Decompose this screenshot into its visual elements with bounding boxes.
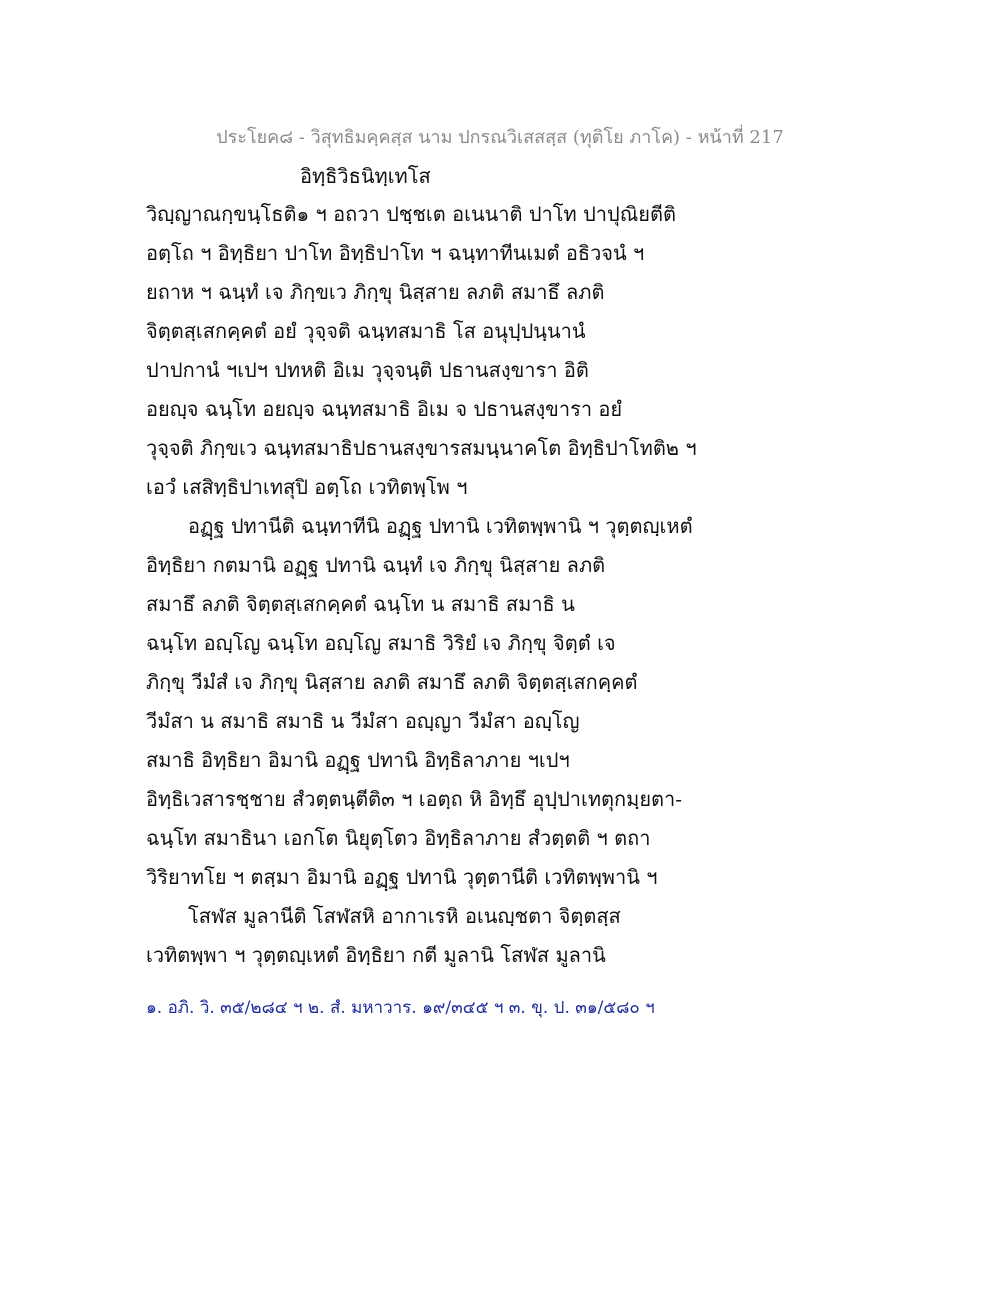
text-line: วิญฺญาณกฺขนฺโธติ๑ ฯ อถวา ปชฺชเต อเนนาติ ปาโท ปาปุณิยตีติ [146,202,676,226]
text-line: อยญฺจ ฉนฺโท อยญฺจ ฉนฺทสมาธิ อิเม จ ปธานสงฺขารา อยํ [146,397,623,421]
text-line: ฉนฺโท อญฺโญ ฉนฺโท อญฺโญ สมาธิ วิริยํ เจ ภิกฺขุ จิตฺตํ เจ [146,631,616,655]
text-line: ฉนฺโท สมาธินา เอกโต นิยุตฺโตว อิทฺธิลาภาย สํวตฺตติ ฯ ตถา [146,826,651,850]
text-line: ปาปกานํ ฯเปฯ ปทหติ อิเม วุจฺจนฺติ ปธานสงฺขารา อิติ [146,358,589,382]
text-line: วุจฺจติ ภิกฺขเว ฉนฺทสมาธิปธานสงฺขารสมนฺนาคโต อิทฺธิปาโทติ๒ ฯ [146,436,697,460]
text-line: วีมํสา น สมาธิ สมาธิ น วีมํสา อญฺญา วีมํสา อญฺโญ [146,709,580,733]
text-line: ภิกฺขุ วีมํสํ เจ ภิกฺขุ นิสฺสาย ลภติ สมาธึ ลภติ จิตฺตสฺเสกคฺคตํ [146,670,638,694]
text-line: จิตฺตสฺเสกคฺคตํ อยํ วุจฺจติ ฉนฺทสมาธิ โส อนุปฺปนฺนานํ [146,319,586,343]
text-line: อิทฺธิเวสารชฺชาย สํวตฺตนฺตีติ๓ ฯ เอตฺถ หิ อิทฺธึ อุปฺปาเทตุกมฺยตา- [146,787,683,811]
text-line: อฏฺฐ ปทานีติ ฉนฺทาทีนิ อฏฺฐ ปทานิ เวทิตพฺพานิ ฯ วุตฺตญฺเหตํ [188,514,693,538]
text-line: อิทฺธิยา กตมานิ อฏฺฐ ปทานิ ฉนฺทํ เจ ภิกฺขุ นิสฺสาย ลภติ [146,553,606,577]
text-line: โสฬส มูลานีติ โสฬสหิ อากาเรหิ อเนญฺชตา จิตฺตสฺส [188,904,621,928]
page-header: ประโยค๘ - วิสุทธิมคฺคสฺส นาม ปกรณวิเสสสฺส (ทุติโย ภาโค) - หน้าที่ 217 [216,127,784,148]
text-line: สมาธิ อิทฺธิยา อิมานิ อฏฺฐ ปทานิ อิทฺธิลาภาย ฯเปฯ [146,748,570,772]
footnote: ๑. อภิ. วิ. ๓๕/๒๘๔ ฯ ๒. สํ. มหาวาร. ๑๙/๓๔๕ ฯ ๓. ขุ. ป. ๓๑/๕๘๐ ฯ [146,998,655,1018]
text-line: อตฺโถ ฯ อิทฺธิยา ปาโท อิทฺธิปาโท ฯ ฉนฺทาทีนเมตํ อธิวจนํ ฯ [146,241,645,265]
text-line: วิริยาทโย ฯ ตสฺมา อิมานิ อฏฺฐ ปทานิ วุตฺตานีติ เวทิตพฺพานิ ฯ [146,865,658,889]
text-line: สมาธึ ลภติ จิตฺตสฺเสกคฺคตํ ฉนฺโท น สมาธิ สมาธิ น [146,592,575,616]
text-line: เวทิตพฺพา ฯ วุตฺตญฺเหตํ อิทฺธิยา กตี มูลานิ โสฬส มูลานิ [146,943,606,967]
text-line: เอวํ เสสิทฺธิปาเทสุปิ อตฺโถ เวทิตพฺโพ ฯ [146,475,468,499]
text-line: ยถาห ฯ ฉนฺทํ เจ ภิกฺขเว ภิกฺขุ นิสฺสาย ลภติ สมาธึ ลภติ [146,280,605,304]
body-text [146,198,706,978]
section-title: อิทฺธิวิธนิทฺเทโส [300,164,431,188]
